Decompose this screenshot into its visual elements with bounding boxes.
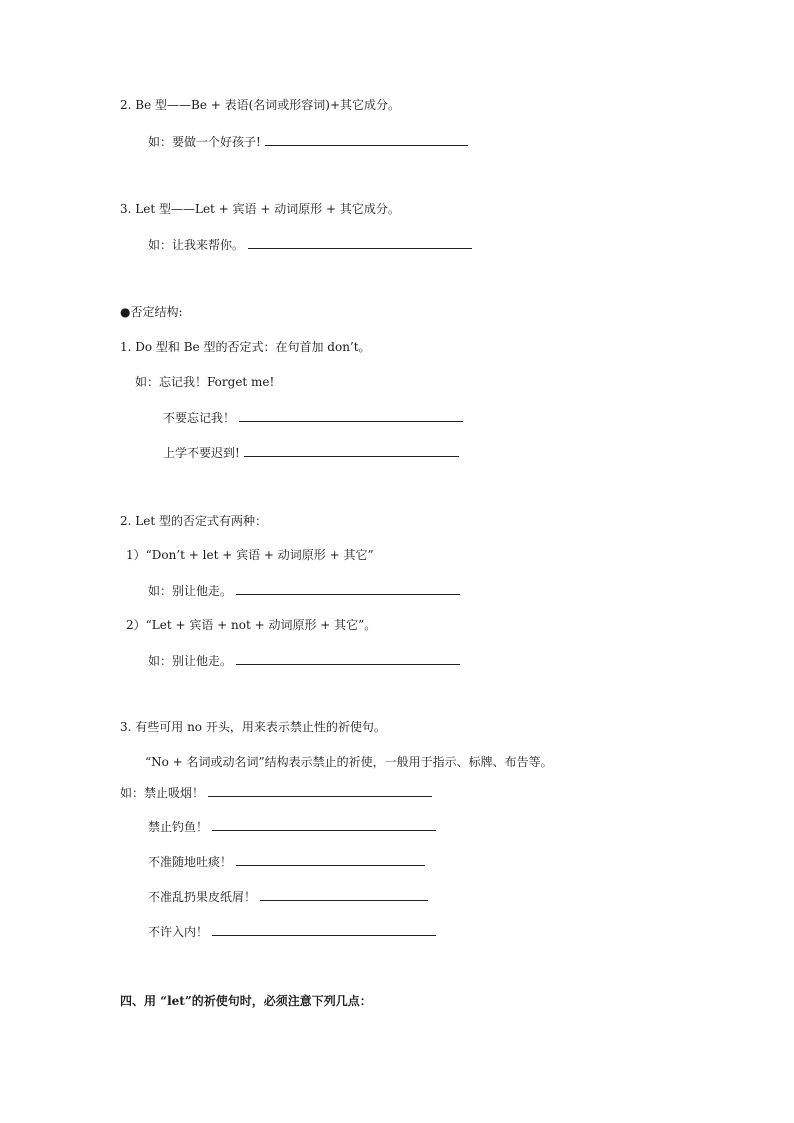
no-type-heading: 3. 有些可用 no 开头，用来表示禁止性的祈使句。 <box>120 720 386 734</box>
be-type-example-text: 如：要做一个好孩子! <box>148 135 261 149</box>
answer-blank[interactable] <box>236 853 425 866</box>
answer-blank[interactable] <box>212 818 436 831</box>
answer-blank[interactable] <box>236 582 460 595</box>
negative-title: ●否定结构: <box>120 305 183 319</box>
answer-blank[interactable] <box>248 236 472 249</box>
let-negative-form-1-example <box>148 582 460 599</box>
let-negative-form-2: 2）“Let + 宾语 + not + 动词原形 + 其它”。 <box>126 618 377 632</box>
no-type-item-4-text: 不许入内！ <box>148 925 209 939</box>
no-type-item-2-text: 不准随地吐痰！ <box>148 855 233 869</box>
let-negative-heading: 2. Let 型的否定式有两种： <box>120 514 267 528</box>
do-be-item-1 <box>163 409 463 426</box>
no-type-first-item <box>120 784 432 801</box>
be-type-heading: 2. Be 型——Be + 表语(名词或形容词)+其它成分。 <box>120 98 401 112</box>
section-four-heading: 四、用 “let”的祈使句时，必须注意下列几点： <box>120 994 372 1008</box>
no-type-first-item-text: 如：禁止吸烟！ <box>120 786 205 800</box>
no-type-description: “No + 名词或动名词”结构表示禁止的祈使，一般用于指示、标牌、布告等。 <box>145 755 553 769</box>
answer-blank[interactable] <box>239 409 463 422</box>
do-be-negative-heading: 1. Do 型和 Be 型的否定式：在句首加 don’t。 <box>120 340 371 354</box>
answer-blank[interactable] <box>212 923 436 936</box>
let-type-example <box>148 236 472 253</box>
no-type-item-1-text: 禁止钓鱼！ <box>148 820 209 834</box>
answer-blank[interactable] <box>260 888 428 901</box>
let-form-1-example-text: 如：别让他走。 <box>148 584 233 598</box>
do-be-item-1-text: 不要忘记我！ <box>163 411 236 425</box>
let-type-heading: 3. Let 型——Let + 宾语 + 动词原形 + 其它成分。 <box>120 202 400 216</box>
no-type-item-3 <box>148 888 428 905</box>
let-type-example-text: 如：让我来帮你。 <box>148 238 245 252</box>
do-be-item-2 <box>163 444 459 461</box>
let-negative-form-2-example <box>148 652 460 669</box>
answer-blank[interactable] <box>208 784 432 797</box>
be-type-example <box>148 133 468 150</box>
let-form-2-example-text: 如：别让他走。 <box>148 654 233 668</box>
answer-blank[interactable] <box>265 133 468 146</box>
do-be-negative-example: 如：忘记我！Forget me! <box>135 375 275 389</box>
answer-blank[interactable] <box>244 444 459 457</box>
do-be-item-2-text: 上学不要迟到! <box>163 446 240 460</box>
answer-blank[interactable] <box>236 652 460 665</box>
no-type-item-3-text: 不准乱扔果皮纸屑！ <box>148 890 257 904</box>
no-type-item-2 <box>148 853 425 870</box>
let-negative-form-1: 1）“Don’t + let + 宾语 + 动词原形 + 其它” <box>126 548 374 562</box>
no-type-item-1 <box>148 818 436 835</box>
no-type-item-4 <box>148 923 436 940</box>
